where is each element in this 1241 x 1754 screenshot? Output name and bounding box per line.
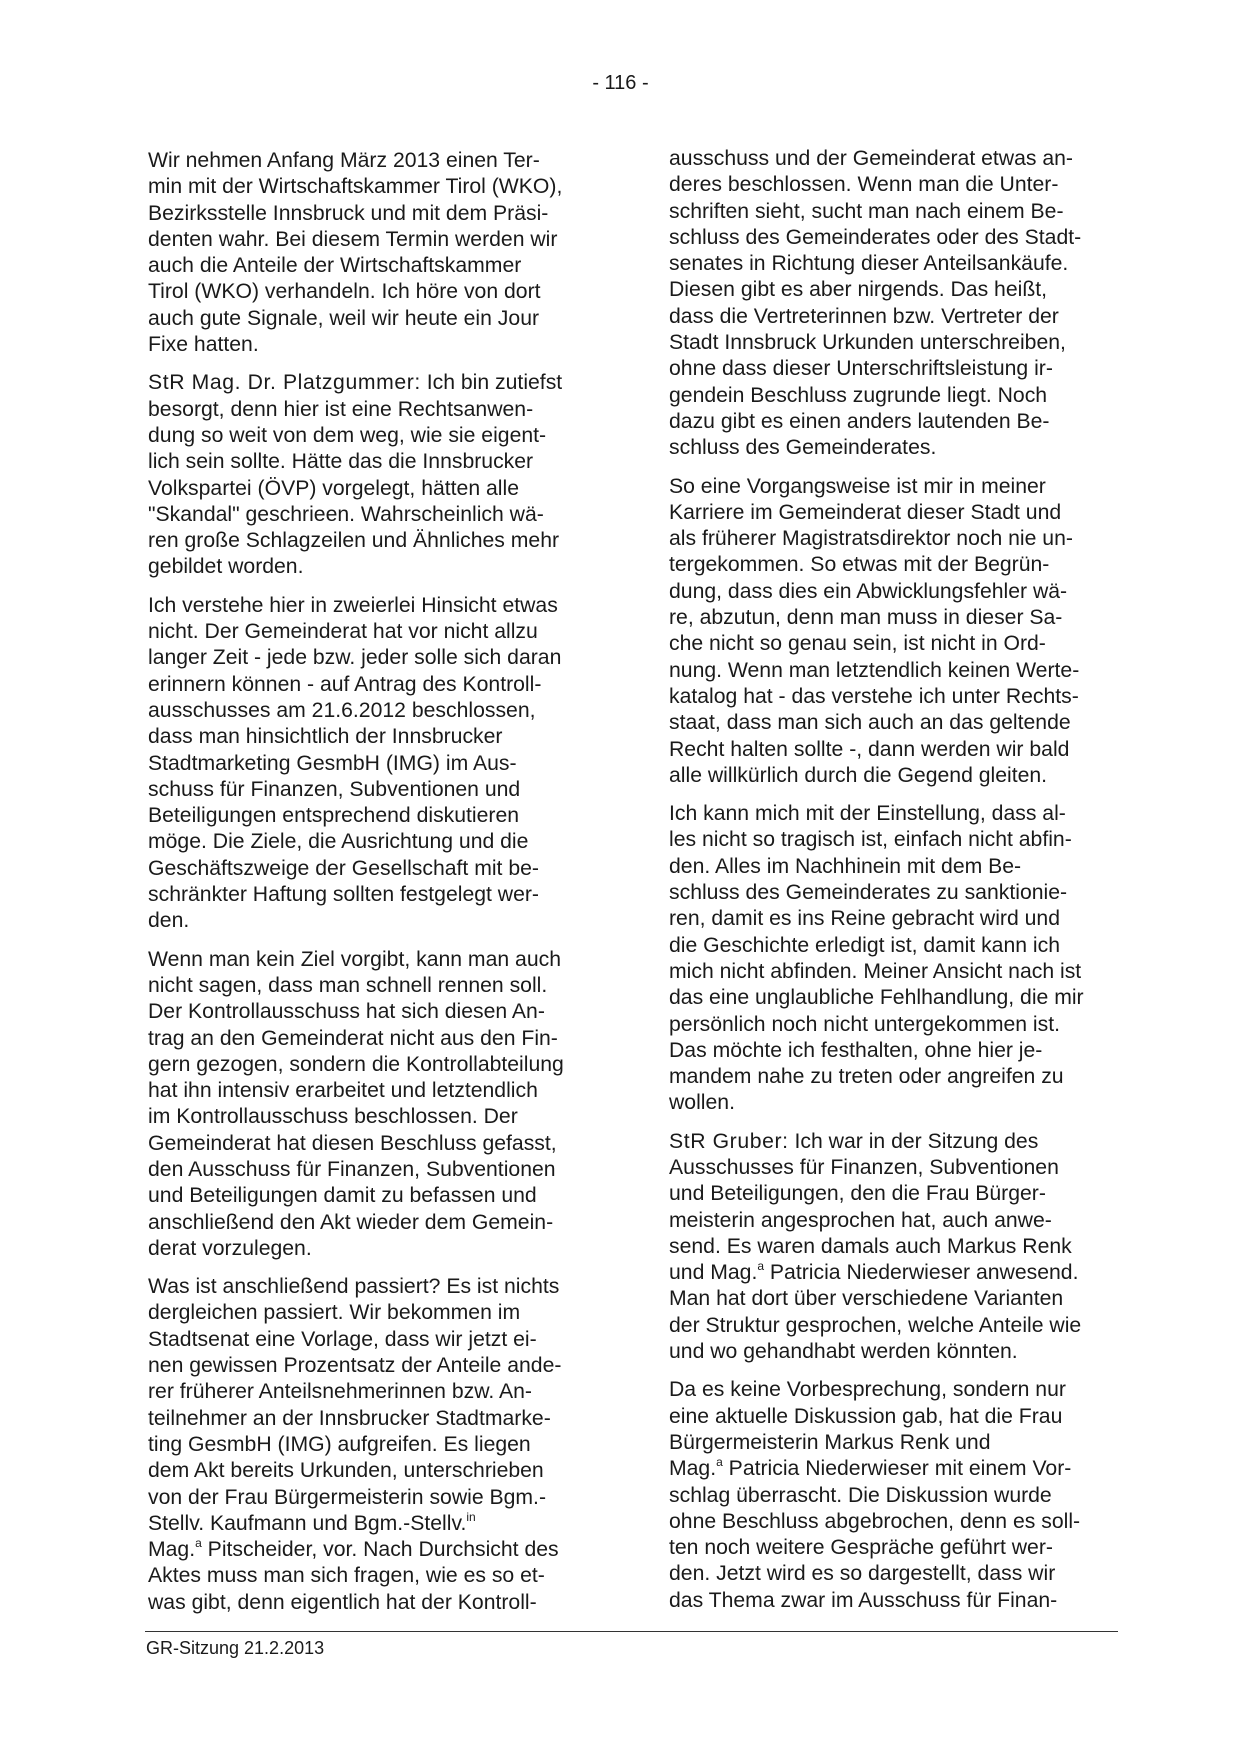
text-line: teilnehmer an der Innsbrucker Stadtmarke- bbox=[148, 1406, 551, 1430]
text-line: dazu gibt es einen anders lautenden Be- bbox=[669, 409, 1050, 433]
text-line: Stadt Innsbruck Urkunden unterschreiben, bbox=[669, 331, 1066, 355]
text-line: dem Akt bereits Urkunden, unterschrieben bbox=[148, 1459, 544, 1483]
text-line: die Geschichte erledigt ist, damit kann ich bbox=[669, 933, 1060, 957]
text-line: Fixe hatten. bbox=[148, 333, 259, 357]
text-line: nicht. Der Gemeinderat hat vor nicht allzu bbox=[148, 620, 538, 644]
text-line: Das möchte ich festhalten, ohne hier je- bbox=[669, 1038, 1043, 1062]
text-fragment: Ich war in der Sitzung des bbox=[788, 1129, 1039, 1153]
superscript: a bbox=[757, 1259, 765, 1274]
text-line bbox=[669, 1260, 1115, 1286]
text-fragment: Mag. bbox=[669, 1457, 717, 1481]
speaker-name: StR Gruber: bbox=[669, 1129, 789, 1153]
paragraph-speaker-gruber bbox=[669, 1129, 1115, 1366]
left-column bbox=[148, 148, 594, 1628]
text-line: ting GesmbH (IMG) aufgreifen. Es liegen bbox=[148, 1432, 531, 1456]
text-line: alle willkürlich durch die Gegend gleiten. bbox=[669, 763, 1048, 787]
text-line: nung. Wenn man letztendlich keinen Werte- bbox=[669, 658, 1080, 682]
text-line: mandem nahe zu treten oder angreifen zu bbox=[669, 1065, 1064, 1089]
text-line: Bürgermeisterin Markus Renk und bbox=[669, 1430, 991, 1454]
text-line: ausschusses am 21.6.2012 beschlossen, bbox=[148, 698, 536, 722]
text-line: dass man hinsichtlich der Innsbrucker bbox=[148, 725, 503, 749]
text-line: gebildet worden. bbox=[148, 555, 304, 579]
text-line: Stadtsenat eine Vorlage, dass wir jetzt ei- bbox=[148, 1327, 537, 1351]
text-line: das eine unglaubliche Fehlhandlung, die mir bbox=[669, 986, 1084, 1010]
text-line: Stadtmarketing GesmbH (IMG) im Aus- bbox=[148, 751, 517, 775]
text-line: deres beschlossen. Wenn man die Unter- bbox=[669, 173, 1059, 197]
text-line: und Beteiligungen damit zu befassen und bbox=[148, 1184, 537, 1208]
text-line: gern gezogen, sondern die Kontrollabteilung bbox=[148, 1052, 564, 1076]
text-line: Ich kann mich mit der Einstellung, dass al- bbox=[669, 802, 1066, 826]
text-line: schluss des Gemeinderates oder des Stadt- bbox=[669, 225, 1082, 249]
text-line: wollen. bbox=[669, 1091, 735, 1115]
text-line: Volkspartei (ÖVP) vorgelegt, hätten alle bbox=[148, 476, 519, 500]
text-line: denten wahr. Bei diesem Termin werden wir bbox=[148, 227, 558, 251]
text-fragment: Mag. bbox=[148, 1538, 196, 1562]
text-line: nicht sagen, dass man schnell rennen soll. bbox=[148, 973, 548, 997]
text-line: den Ausschuss für Finanzen, Subventionen bbox=[148, 1157, 556, 1181]
paragraph bbox=[669, 1377, 1115, 1614]
text-line: trag an den Gemeinderat nicht aus den Fin- bbox=[148, 1026, 558, 1050]
text-line: ten noch weitere Gespräche geführt wer- bbox=[669, 1536, 1053, 1560]
paragraph bbox=[148, 1274, 594, 1616]
text-line: So eine Vorgangsweise ist mir in meiner bbox=[669, 474, 1046, 498]
right-column bbox=[669, 146, 1115, 1626]
text-line: min mit der Wirtschaftskammer Tirol (WKO), bbox=[148, 175, 563, 199]
text-line: dung so weit von dem weg, wie sie eigent- bbox=[148, 423, 547, 447]
text-line: senates in Richtung dieser Anteilsankäufe. bbox=[669, 252, 1069, 276]
text-line bbox=[148, 370, 594, 396]
text-line: Man hat dort über verschiedene Varianten bbox=[669, 1287, 1064, 1311]
paragraph bbox=[148, 593, 594, 935]
text-fragment: Patricia Niederwieser mit einem Vor- bbox=[722, 1457, 1072, 1481]
text-line: Ausschusses für Finanzen, Subventionen bbox=[669, 1155, 1059, 1179]
text-line: ren große Schlagzeilen und Ähnliches mehr bbox=[148, 529, 560, 553]
paragraph bbox=[148, 947, 594, 1263]
text-line: was gibt, denn eigentlich hat der Kontroll- bbox=[148, 1590, 537, 1614]
text-line: Gemeinderat hat diesen Beschluss gefasst, bbox=[148, 1131, 557, 1155]
text-line: das Thema zwar im Ausschuss für Finan- bbox=[669, 1588, 1058, 1612]
text-line: langer Zeit - jede bzw. jeder solle sich daran bbox=[148, 646, 562, 670]
text-line: nen gewissen Prozentsatz der Anteile ande- bbox=[148, 1354, 562, 1378]
superscript: a bbox=[716, 1455, 723, 1470]
text-line: katalog hat - das verstehe ich unter Rechts- bbox=[669, 684, 1079, 708]
text-line: Aktes muss man sich fragen, wie es so et- bbox=[148, 1564, 545, 1588]
text-line: persönlich noch nicht untergekommen ist. bbox=[669, 1012, 1060, 1036]
text-line: Bezirksstelle Innsbruck und mit dem Präsi- bbox=[148, 201, 549, 225]
text-line: Wir nehmen Anfang März 2013 einen Ter- bbox=[148, 149, 540, 172]
text-line bbox=[669, 1129, 1115, 1155]
text-line: dergleichen passiert. Wir bekommen im bbox=[148, 1301, 521, 1325]
text-line: Was ist anschließend passiert? Es ist nichts bbox=[148, 1275, 560, 1299]
text-line: Wenn man kein Ziel vorgibt, kann man auch bbox=[148, 947, 561, 971]
text-line: erinnern können - auf Antrag des Kontroll- bbox=[148, 672, 542, 696]
speaker-name: StR Mag. Dr. Platzgummer: bbox=[148, 371, 421, 395]
text-line: staat, dass man sich auch an das geltende bbox=[669, 711, 1071, 735]
text-line: derat vorzulegen. bbox=[148, 1236, 312, 1260]
text-fragment: Patricia Niederwieser anwesend. bbox=[764, 1261, 1079, 1285]
text-line: eine aktuelle Diskussion gab, hat die Frau bbox=[669, 1404, 1063, 1428]
text-line: ohne Beschluss abgebrochen, denn es soll- bbox=[669, 1509, 1081, 1533]
text-line: auch gute Signale, weil wir heute ein Jour bbox=[148, 306, 540, 330]
text-line bbox=[148, 1537, 594, 1563]
text-line: dass die Vertreterinnen bzw. Vertreter der bbox=[669, 304, 1059, 328]
paragraph-speaker-platzgummer bbox=[148, 370, 594, 580]
text-line: als früherer Magistratsdirektor noch nie un- bbox=[669, 527, 1073, 551]
text-line: besorgt, denn hier ist eine Rechtsanwen- bbox=[148, 397, 534, 421]
superscript: in bbox=[466, 1509, 476, 1524]
text-line: les nicht so tragisch ist, einfach nicht abfin- bbox=[669, 828, 1072, 852]
text-line: schlag überrascht. Die Diskussion wurde bbox=[669, 1483, 1052, 1507]
text-line: ren, damit es ins Reine gebracht wird und bbox=[669, 907, 1060, 931]
text-line: Karriere im Gemeinderat dieser Stadt und bbox=[669, 500, 1062, 524]
text-line: schluss des Gemeinderates. bbox=[669, 436, 937, 460]
text-line: Tirol (WKO) verhandeln. Ich höre von dort bbox=[148, 280, 541, 304]
text-line: schluss des Gemeinderates zu sanktionie- bbox=[669, 881, 1068, 905]
footer-divider bbox=[145, 1631, 1118, 1632]
text-fragment: und Mag. bbox=[669, 1261, 758, 1285]
text-line: rer früherer Anteilsnehmerinnen bzw. An- bbox=[148, 1380, 532, 1404]
text-line: re, abzutun, denn man muss in dieser Sa- bbox=[669, 606, 1063, 630]
text-line: Diesen gibt es aber nirgends. Das heißt, bbox=[669, 278, 1048, 302]
paragraph bbox=[148, 148, 594, 358]
text-line: von der Frau Bürgermeisterin sowie Bgm.- bbox=[148, 1485, 547, 1509]
text-line: im Kontrollausschuss beschlossen. Der bbox=[148, 1105, 518, 1129]
text-line: "Skandal" geschrieen. Wahrscheinlich wä- bbox=[148, 502, 544, 526]
text-line: gendein Beschluss zugrunde liegt. Noch bbox=[669, 383, 1048, 407]
text-line: che nicht so genau sein, ist nicht in Ord- bbox=[669, 632, 1046, 656]
text-line: auch die Anteile der Wirtschaftskammer bbox=[148, 254, 522, 278]
paragraph bbox=[669, 146, 1115, 462]
text-line: Geschäftszweige der Gesellschaft mit be- bbox=[148, 856, 539, 880]
footer-session-label: GR-Sitzung 21.2.2013 bbox=[146, 1638, 325, 1658]
text-line: ausschuss und der Gemeinderat etwas an- bbox=[669, 147, 1073, 170]
text-line: Recht halten sollte -, dann werden wir bald bbox=[669, 737, 1070, 761]
text-line: tergekommen. So etwas mit der Begrün- bbox=[669, 553, 1050, 577]
paragraph bbox=[669, 801, 1115, 1117]
text-line: lich sein sollte. Hätte das die Innsbrucker bbox=[148, 450, 534, 474]
text-line: den. bbox=[148, 909, 190, 933]
text-line bbox=[148, 1511, 594, 1537]
text-line: schränkter Haftung sollten festgelegt wer- bbox=[148, 883, 539, 907]
text-fragment: Stellv. Kaufmann und Bgm.-Stellv. bbox=[148, 1511, 467, 1535]
text-line: meisterin angesprochen hat, auch anwe- bbox=[669, 1208, 1052, 1232]
text-line: send. Es waren damals auch Markus Renk bbox=[669, 1234, 1072, 1258]
text-line: und Beteiligungen, den die Frau Bürger- bbox=[669, 1182, 1046, 1206]
text-line: anschließend den Akt wieder dem Gemein- bbox=[148, 1210, 554, 1234]
page-number: - 116 - bbox=[592, 72, 649, 94]
text-line: ohne dass dieser Unterschriftsleistung ir- bbox=[669, 357, 1053, 381]
text-fragment: Pitscheider, vor. Nach Durchsicht des bbox=[201, 1538, 559, 1562]
text-line: schuss für Finanzen, Subventionen und bbox=[148, 777, 521, 801]
text-line: Der Kontrollausschuss hat sich diesen An- bbox=[148, 1000, 545, 1024]
text-line: Beteiligungen entsprechend diskutieren bbox=[148, 804, 520, 828]
text-line: den. Jetzt wird es so dargestellt, dass wir bbox=[669, 1562, 1056, 1586]
text-line: Ich verstehe hier in zweierlei Hinsicht etwas bbox=[148, 593, 558, 617]
text-line: dung, dass dies ein Abwicklungsfehler wä- bbox=[669, 579, 1068, 603]
superscript: a bbox=[195, 1536, 202, 1551]
text-line: Da es keine Vorbesprechung, sondern nur bbox=[669, 1378, 1066, 1402]
text-fragment: Ich bin zutiefst bbox=[420, 371, 563, 395]
text-line: den. Alles im Nachhinein mit dem Be- bbox=[669, 854, 1022, 878]
text-line: und wo gehandhabt werden könnten. bbox=[669, 1340, 1018, 1364]
text-line: schriften sieht, sucht man nach einem Be- bbox=[669, 199, 1064, 223]
text-line bbox=[669, 1456, 1115, 1482]
text-line: mich nicht abfinden. Meiner Ansicht nach ist bbox=[669, 959, 1082, 983]
text-line: möge. Die Ziele, die Ausrichtung und die bbox=[148, 830, 529, 854]
text-line: der Struktur gesprochen, welche Anteile wie bbox=[669, 1313, 1082, 1337]
text-line: hat ihn intensiv erarbeitet und letztendlich bbox=[148, 1079, 538, 1103]
paragraph bbox=[669, 474, 1115, 790]
